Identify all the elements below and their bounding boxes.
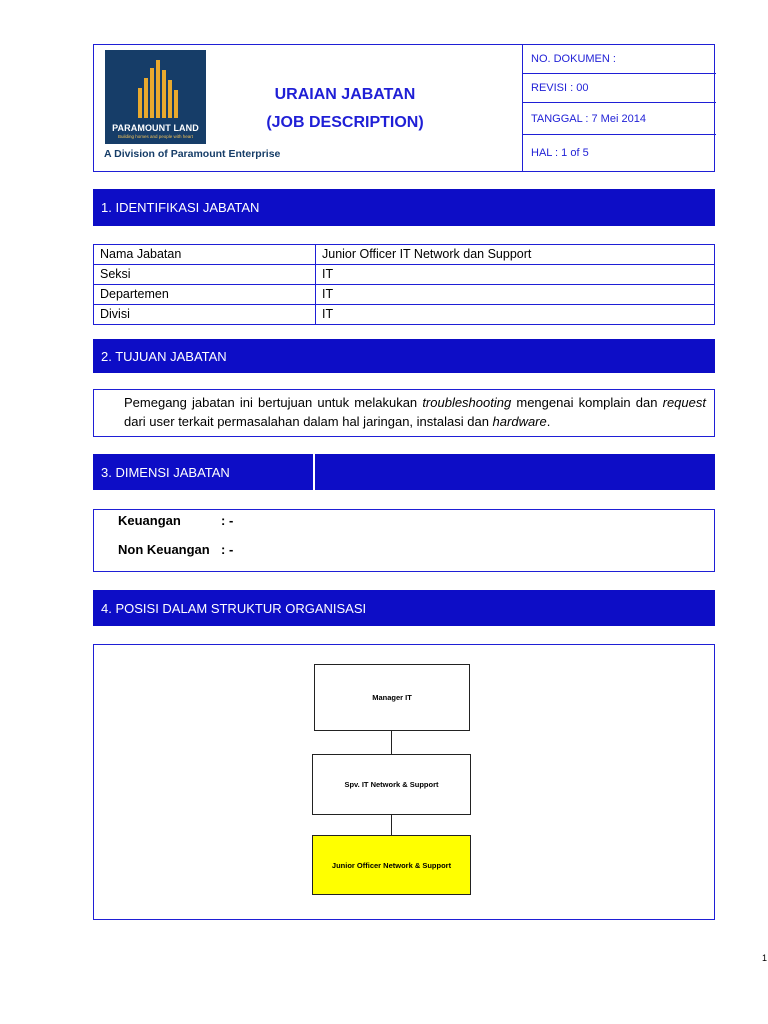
page-info: HAL : 1 of 5	[531, 146, 589, 159]
financial-value: : -	[221, 513, 234, 528]
purpose-part: Pemegang jabatan ini bertujuan untuk melakukan	[124, 395, 423, 410]
document-subtitle: (JOB DESCRIPTION)	[266, 114, 424, 131]
dimension-box	[93, 509, 715, 572]
org-node-supervisor: Spv. IT Network & Support	[312, 754, 471, 815]
org-node-junior-officer: Junior Officer Network & Support	[312, 835, 471, 895]
nonfinancial-label: Non Keuangan	[118, 542, 210, 557]
page-number: 1	[762, 953, 768, 963]
section-org-structure-header: 4. POSISI DALAM STRUKTUR ORGANISASI	[93, 590, 715, 626]
table-row	[94, 265, 715, 285]
building-logo-icon	[105, 50, 206, 120]
doc-number: NO. DOKUMEN :	[523, 44, 716, 74]
logo-brand-text: PARAMOUNT LAND	[112, 123, 199, 133]
table-row	[94, 285, 715, 305]
purpose-italic: request	[662, 395, 706, 410]
row-value: Junior Officer IT Network dan Support	[316, 245, 715, 265]
row-value: IT	[316, 265, 715, 285]
section-identification-header: 1. IDENTIFIKASI JABATAN	[93, 189, 715, 226]
table-row	[94, 245, 715, 265]
purpose-part: mengenai komplain dan	[511, 395, 663, 410]
purpose-text	[93, 389, 715, 437]
row-value: IT	[316, 285, 715, 305]
purpose-italic: hardware	[492, 414, 547, 429]
revision: REVISI : 00	[523, 74, 716, 103]
logo-tagline: Building homes and people with heart	[117, 134, 194, 139]
row-label: Nama Jabatan	[94, 245, 316, 265]
nonfinancial-value: : -	[221, 542, 234, 557]
row-label: Divisi	[94, 305, 316, 325]
section-dimension-header-fill	[315, 454, 715, 490]
document-title: URAIAN JABATAN	[274, 86, 416, 103]
division-text: A Division of Paramount Enterprise	[104, 148, 281, 160]
document-meta	[522, 44, 715, 172]
org-connector	[391, 731, 392, 754]
identification-table	[93, 244, 715, 325]
purpose-part: dari user terkait permasalahan dalam hal jaringan, instalasi dan	[124, 414, 493, 429]
org-connector	[391, 815, 392, 835]
table-row	[94, 305, 715, 325]
purpose-part: .	[546, 414, 551, 429]
section-dimension-header: 3. DIMENSI JABATAN	[93, 454, 313, 490]
row-value: IT	[316, 305, 715, 325]
purpose-italic: troubleshooting	[422, 395, 512, 410]
org-node-manager: Manager IT	[314, 664, 470, 731]
financial-label: Keuangan	[118, 513, 181, 528]
section-purpose-header: 2. TUJUAN JABATAN	[93, 339, 715, 373]
date: TANGGAL : 7 Mei 2014	[523, 103, 716, 135]
paramount-land-logo	[105, 50, 206, 144]
row-label: Departemen	[94, 285, 316, 305]
row-label: Seksi	[94, 265, 316, 285]
